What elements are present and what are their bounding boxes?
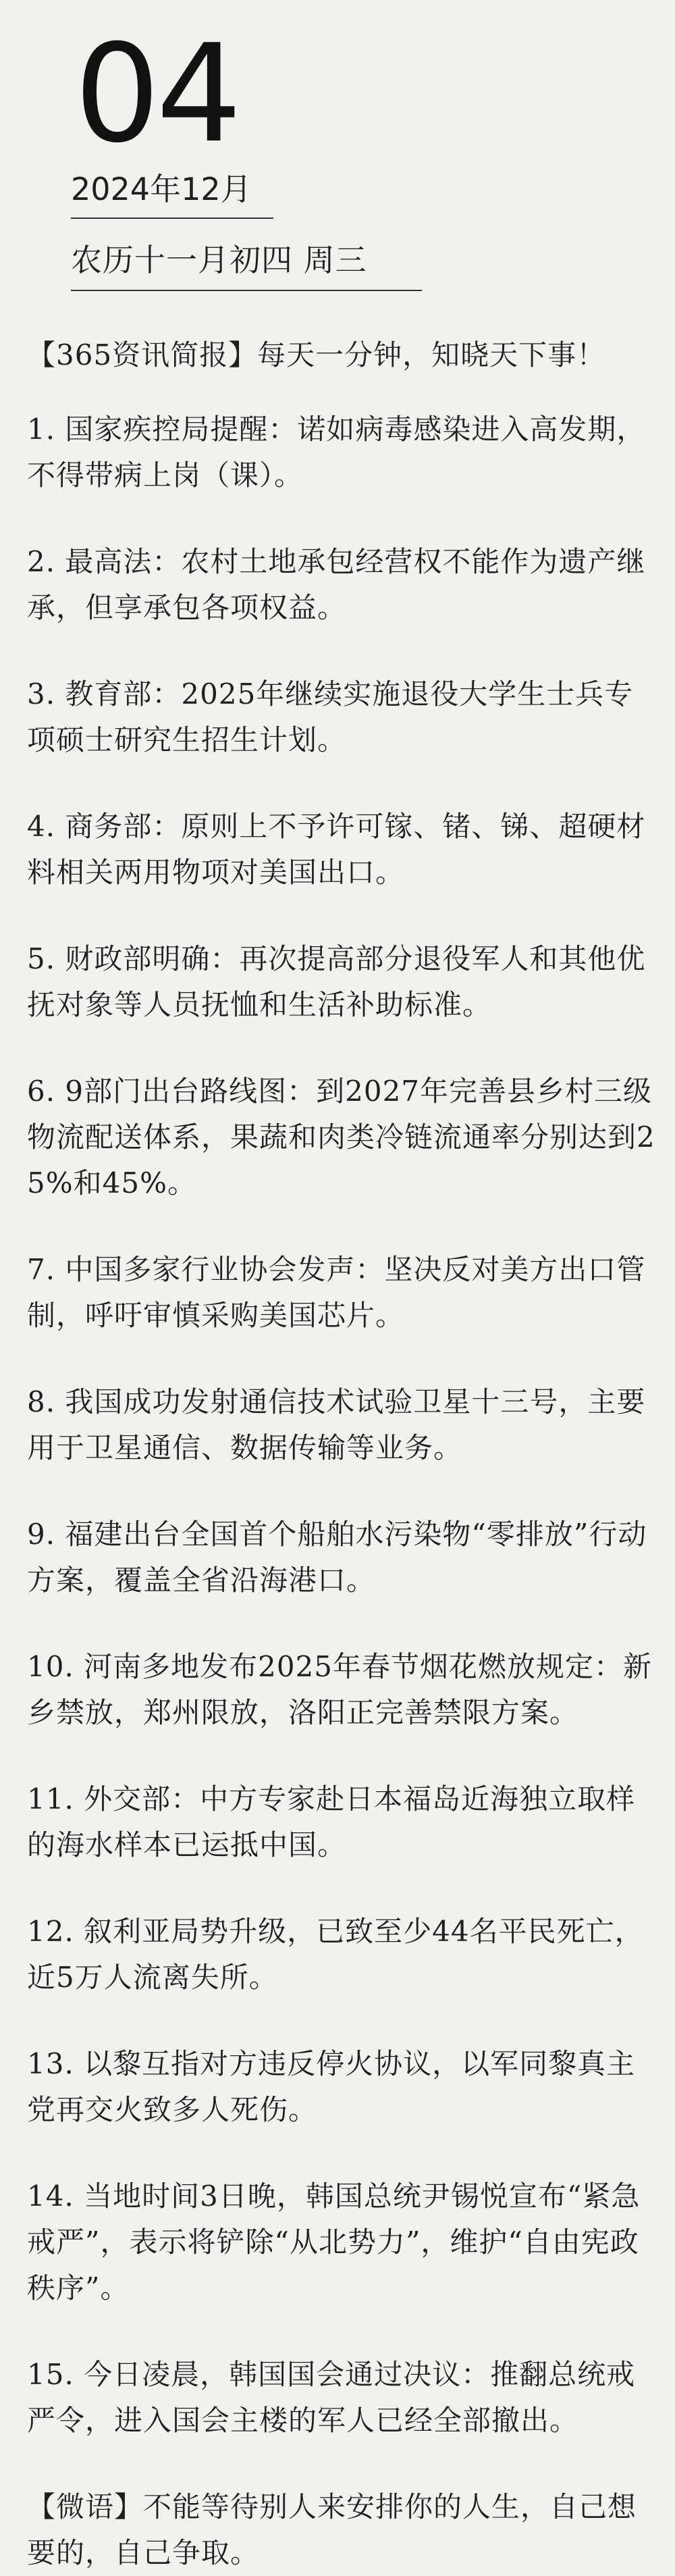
news-item-12: 12. 叙利亚局势升级，已致至少44名平民死亡，近5万人流离失所。 (27, 1915, 644, 1994)
news-brief (27, 332, 658, 2576)
brief-intro: 【365资讯简报】每天一分钟，知晓天下事！ (27, 338, 606, 371)
news-item-10: 10. 河南多地发布2025年春节烟花燃放规定：新乡禁放，郑州限放，洛阳正完善禁限方案。 (27, 1650, 653, 1729)
news-item-3: 3. 教育部：2025年继续实施退役大学生士兵专项硕士研究生招生计划。 (27, 677, 634, 756)
year-month: 2024年12月 (71, 169, 273, 219)
news-item-6: 6. 9部门出台路线图：到2027年完善县乡村三级物流配送体系，果蔬和肉类冷链流通率分别达到25%和45%。 (27, 1075, 655, 1200)
news-item-13: 13. 以黎互指对方违反停火协议，以军同黎真主党再交火致多人死伤。 (27, 2047, 636, 2126)
news-item-7: 7. 中国多家行业协会发声：坚决反对美方出口管制，呼吁审慎采购美国芯片。 (27, 1253, 646, 1332)
daily-quote: 【微语】不能等待别人来安排你的人生，自己想要的，自己争取。 (27, 2490, 637, 2569)
news-item-11: 11. 外交部：中方专家赴日本福岛近海独立取样的海水样本已运抵中国。 (27, 1782, 636, 1861)
news-item-14: 14. 当地时间3日晚，韩国总统尹锡悦宣布“紧急戒严”，表示将铲除“从北势力”，维护“自由宪政秩序”。 (27, 2180, 641, 2304)
news-item-8: 8. 我国成功发射通信技术试验卫星十三号，主要用于卫星通信、数据传输等业务。 (27, 1385, 646, 1464)
news-item-1: 1. 国家疾控局提醒：诺如病毒感染进入高发期，不得带病上岗（课）。 (27, 413, 646, 492)
news-item-4: 4. 商务部：原则上不予许可镓、锗、锑、超硬材料相关两用物项对美国出口。 (27, 810, 646, 889)
news-item-15: 15. 今日凌晨，韩国国会通过决议：推翻总统戒严令，进入国会主楼的军人已经全部撤出。 (27, 2358, 636, 2437)
news-item-9: 9. 福建出台全国首个船舶水污染物“零排放”行动方案，覆盖全省沿海港口。 (27, 1518, 647, 1597)
lunar-date-weekday: 农历十一月初四 周三 (71, 240, 422, 291)
news-item-5: 5. 财政部明确：再次提高部分退役军人和其他优抚对象等人员抚恤和生活补助标准。 (27, 942, 646, 1021)
day-number: 04 (74, 16, 238, 173)
news-item-2: 2. 最高法：农村土地承包经营权不能作为遗产继承，但享承包各项权益。 (27, 545, 646, 624)
